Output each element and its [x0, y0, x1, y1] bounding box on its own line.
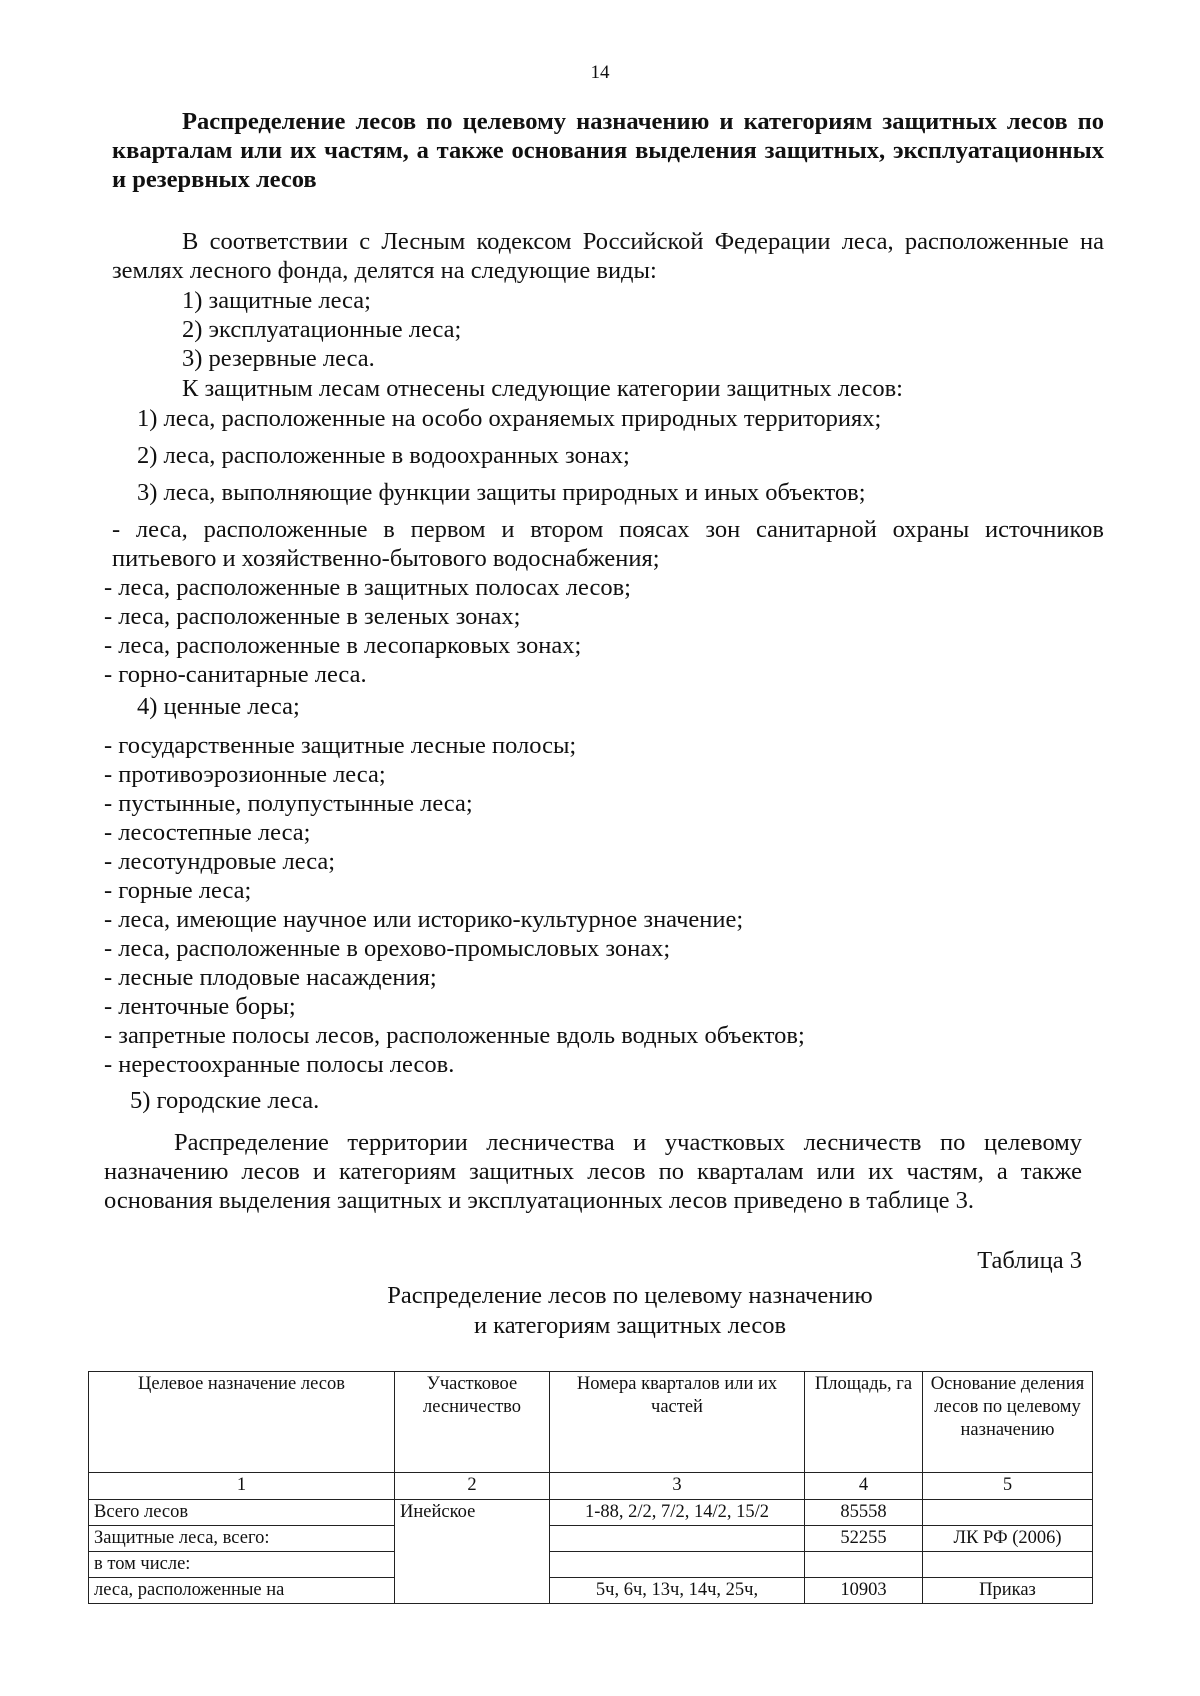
cell-purpose: в том числе:	[89, 1552, 395, 1578]
cell-area	[805, 1552, 923, 1578]
category-5: 5) городские леса.	[130, 1087, 320, 1114]
kind-item: 2) эксплуатационные леса;	[182, 316, 462, 343]
table-title-line: и категориям защитных лесов	[473, 1312, 787, 1339]
category-4-subitem: - лесные плодовые насаждения;	[104, 964, 437, 991]
column-number: 5	[923, 1473, 1093, 1500]
category-4-subitem: - леса, имеющие научное или историко-культурное значение;	[104, 906, 744, 933]
category-4-subitem: - нерестоохранные полосы лесов.	[104, 1051, 455, 1078]
category-4-subitem: - государственные защитные лесные полосы;	[104, 732, 577, 759]
header-purpose: Целевое назначение лесов	[89, 1372, 395, 1473]
cell-purpose: Защитные леса, всего:	[89, 1526, 395, 1552]
table-caption: Таблица 3	[977, 1247, 1082, 1274]
category-3-subitem: - леса, расположенные в первом и втором поясах зон санитарной охраны источников питьевого и хозяйственно-бытового водоснабжения;	[112, 516, 1104, 572]
forest-distribution-table	[88, 1371, 1093, 1604]
table-row	[89, 1500, 1093, 1526]
cell-basis	[923, 1552, 1093, 1578]
closing-paragraph: Распределение территории лесничества и участковых лесничеств по целевому назначению лесов и категориям защитных лесов по кварталам или их частям, а также основания выделения защитных и эксплуатационных лесов приведено в таблице 3.	[104, 1129, 1082, 1214]
cell-quarters	[550, 1552, 805, 1578]
category-4-subitem: - запретные полосы лесов, расположенные вдоль водных объектов;	[104, 1022, 805, 1049]
intro-paragraph: В соответствии с Лесным кодексом Российской Федерации леса, расположенные на землях лесного фонда, делятся на следующие виды:	[112, 228, 1104, 284]
cell-basis: ЛК РФ (2006)	[923, 1526, 1093, 1552]
cell-quarters	[550, 1526, 805, 1552]
page-number: 14	[590, 62, 610, 83]
table-row	[89, 1578, 1093, 1604]
category-4-subitem: - лесостепные леса;	[104, 819, 311, 846]
category-1: 1) леса, расположенные на особо охраняемых природных территориях;	[137, 405, 882, 432]
table-row	[89, 1552, 1093, 1578]
category-2: 2) леса, расположенные в водоохранных зонах;	[137, 442, 630, 469]
categories-intro: К защитным лесам отнесены следующие категории защитных лесов:	[182, 375, 903, 402]
column-number: 1	[89, 1473, 395, 1500]
column-number: 3	[550, 1473, 805, 1500]
cell-area: 85558	[805, 1500, 923, 1526]
category-3-subitem: - леса, расположенные в защитных полосах лесов;	[104, 574, 631, 601]
section-heading: Распределение лесов по целевому назначению и категориям защитных лесов по кварталам или их частям, а также основания выделения защитных, эксплуатационных и резервных лесов	[112, 108, 1104, 193]
table-title-line: Распределение лесов по целевому назначению	[387, 1282, 873, 1309]
cell-purpose: Всего лесов	[89, 1500, 395, 1526]
table-title	[300, 1281, 960, 1341]
cell-quarters: 1-88, 2/2, 7/2, 14/2, 15/2	[550, 1500, 805, 1526]
category-4-subitem: - горные леса;	[104, 877, 252, 904]
cell-quarters: 5ч, 6ч, 13ч, 14ч, 25ч,	[550, 1578, 805, 1604]
category-3: 3) леса, выполняющие функции защиты природных и иных объектов;	[137, 479, 866, 506]
category-4-subitem: - противоэрозионные леса;	[104, 761, 386, 788]
kind-item: 3) резервные леса.	[182, 345, 375, 372]
cell-area: 52255	[805, 1526, 923, 1552]
column-number: 4	[805, 1473, 923, 1500]
category-4-subitem: - лесотундровые леса;	[104, 848, 336, 875]
header-basis: Основание деления лесов по целевому назначению	[923, 1372, 1093, 1473]
table-row	[89, 1526, 1093, 1552]
category-4-subitem: - пустынные, полупустынные леса;	[104, 790, 473, 817]
header-area: Площадь, га	[805, 1372, 923, 1473]
header-quarters: Номера кварталов или их частей	[550, 1372, 805, 1473]
column-number: 2	[395, 1473, 550, 1500]
cell-area: 10903	[805, 1578, 923, 1604]
header-district: Участковое лесничество	[395, 1372, 550, 1473]
category-4: 4) ценные леса;	[137, 693, 300, 720]
kind-item: 1) защитные леса;	[182, 287, 371, 314]
cell-basis: Приказ	[923, 1578, 1093, 1604]
category-3-subitem: - леса, расположенные в лесопарковых зонах;	[104, 632, 582, 659]
category-3-subitem: - леса, расположенные в зеленых зонах;	[104, 603, 521, 630]
category-4-subitem: - ленточные боры;	[104, 993, 296, 1020]
cell-district: Инейское	[395, 1500, 550, 1604]
cell-basis	[923, 1500, 1093, 1526]
category-3-subitem: - горно-санитарные леса.	[104, 661, 367, 688]
cell-purpose: леса, расположенные на	[89, 1578, 395, 1604]
category-4-subitem: - леса, расположенные в орехово-промысловых зонах;	[104, 935, 671, 962]
column-number-row	[89, 1473, 1093, 1500]
table-header-row	[89, 1372, 1093, 1473]
